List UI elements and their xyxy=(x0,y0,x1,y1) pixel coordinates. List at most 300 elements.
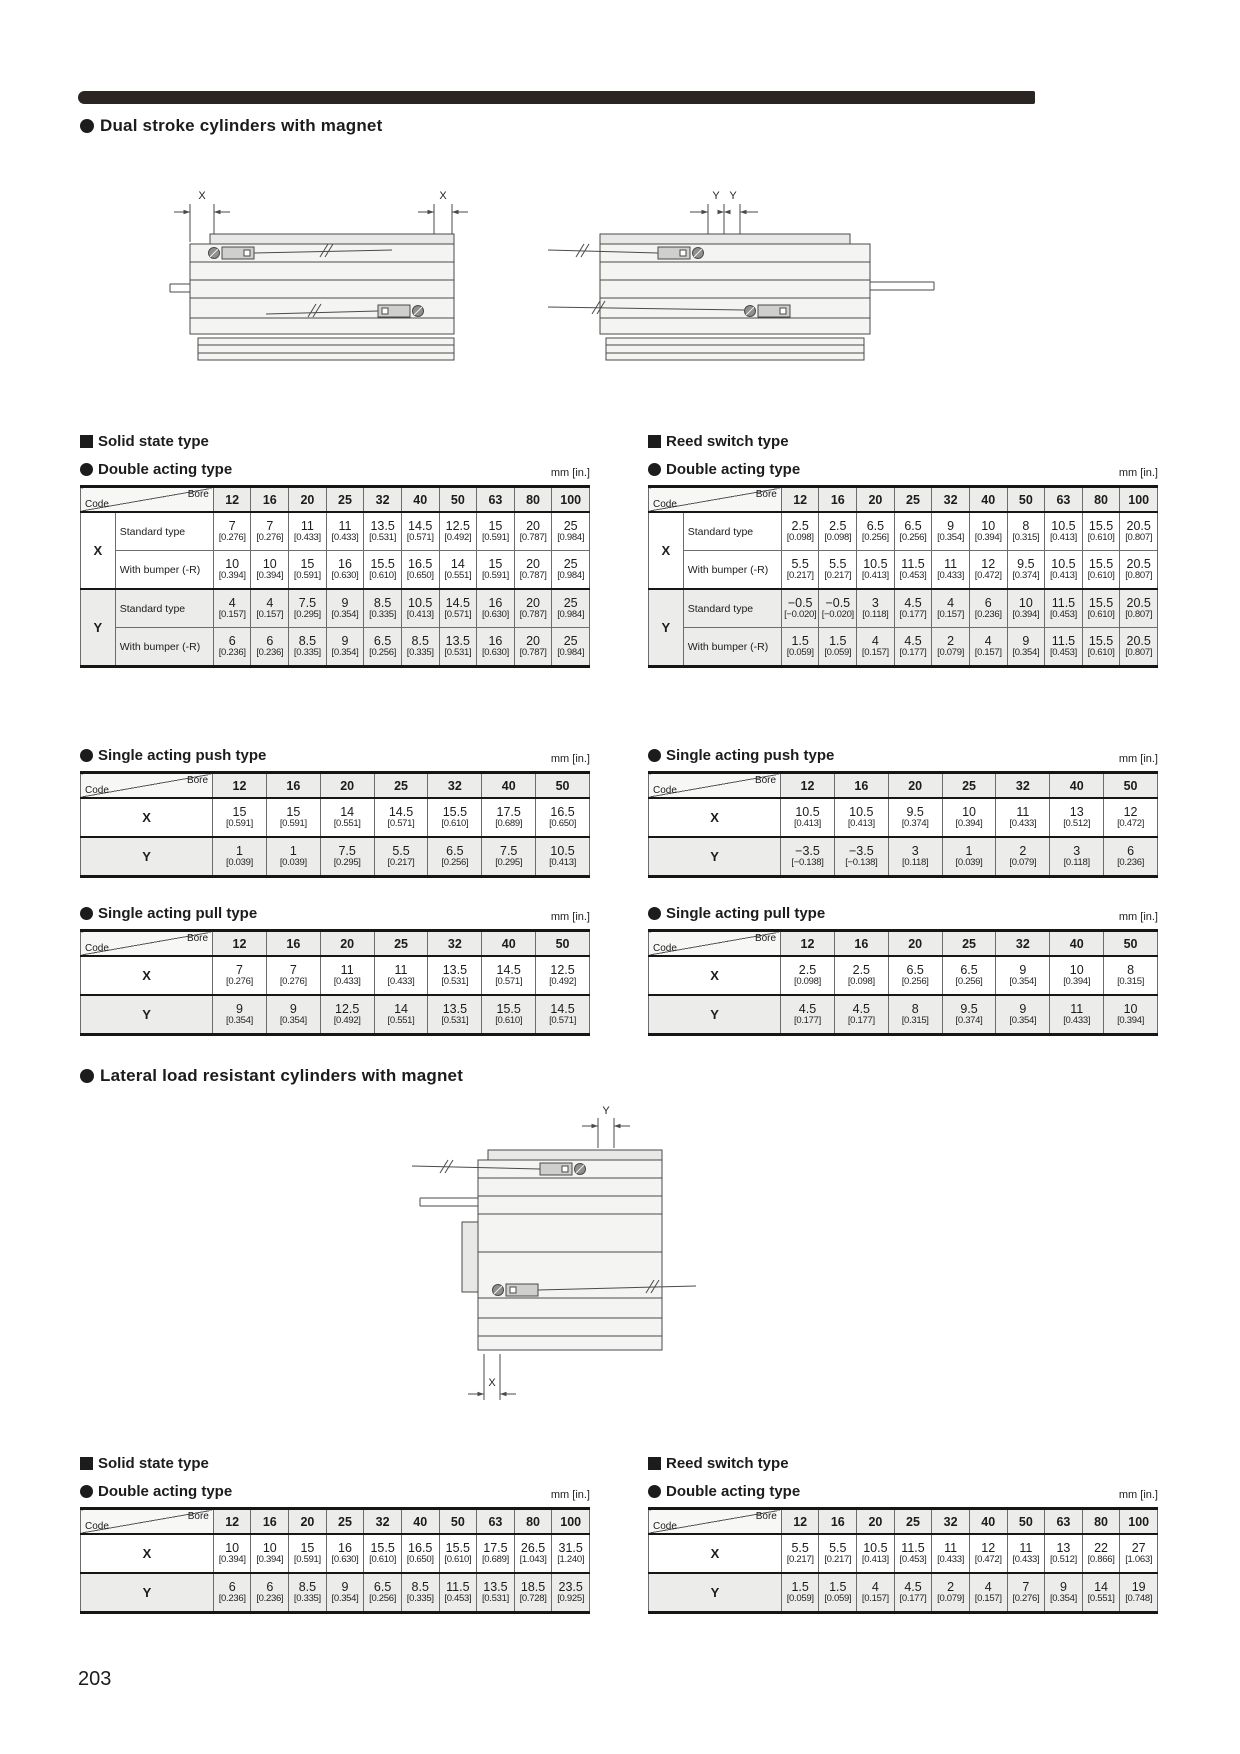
mm-value: 11 xyxy=(1016,804,1030,819)
inch-value: [0.512] xyxy=(1049,1554,1077,1566)
mm-value: 20 xyxy=(526,633,540,648)
value-cell xyxy=(932,628,970,667)
bore-column-header: 16 xyxy=(266,931,320,957)
code-cell: Y xyxy=(81,995,213,1035)
code-cell: Y xyxy=(649,837,781,877)
bore-column-header: 25 xyxy=(374,931,428,957)
mm-value: 15.5 xyxy=(1088,633,1114,648)
value-cell xyxy=(514,589,552,628)
heading-text: Double acting type xyxy=(98,1482,233,1500)
mm-value: 17.5 xyxy=(496,804,521,819)
value-cell xyxy=(942,798,996,837)
mm-value: 10 xyxy=(262,1540,277,1555)
mm-value: 16 xyxy=(338,556,352,571)
mm-value: 5.5 xyxy=(791,556,809,571)
value-cell xyxy=(857,512,895,551)
inch-value: [1.240] xyxy=(557,1554,585,1566)
code-cell: X xyxy=(81,512,116,589)
inch-value: [0.413] xyxy=(406,609,434,621)
inch-value: [0.610] xyxy=(1087,532,1115,544)
mm-value: 7.5 xyxy=(298,595,317,610)
bore-column-header: 12 xyxy=(781,487,819,513)
row-variant-label: Standard type xyxy=(683,512,781,551)
inch-value: [0.217] xyxy=(824,570,852,582)
bore-label: Bore xyxy=(755,489,777,500)
mm-value: 11.5 xyxy=(1051,633,1076,648)
value-cell xyxy=(213,1534,251,1573)
value-cell xyxy=(213,628,251,667)
inch-value: [0.157] xyxy=(937,609,965,621)
value-cell xyxy=(482,956,536,995)
bore-column-header: 100 xyxy=(1120,1509,1158,1535)
data-table xyxy=(648,1507,1158,1614)
value-cell xyxy=(439,1534,477,1573)
mm-value: 15.5 xyxy=(370,1540,395,1555)
bore-column-header: 16 xyxy=(266,773,320,799)
mm-value: 9 xyxy=(341,633,349,648)
inch-value: [0.039] xyxy=(955,857,983,869)
value-cell xyxy=(536,798,590,837)
inch-value: [0.551] xyxy=(444,570,472,582)
bore-label: Bore xyxy=(754,933,777,944)
value-cell xyxy=(482,798,536,837)
square-bullet-icon xyxy=(648,1457,661,1470)
mm-value: 2 xyxy=(947,1579,955,1594)
solid-state-type-heading xyxy=(80,430,590,452)
value-cell xyxy=(213,589,251,628)
value-cell xyxy=(781,1534,819,1573)
inch-value: [0.276] xyxy=(279,976,307,988)
inch-value: [0.354] xyxy=(331,647,359,659)
inch-value: [0.689] xyxy=(481,1554,509,1566)
inch-value: [0.256] xyxy=(369,647,397,659)
inch-value: [−0.020] xyxy=(784,609,817,621)
value-cell xyxy=(213,1573,251,1613)
bore-column-header: 50 xyxy=(536,931,590,957)
inch-value: [0.433] xyxy=(1009,818,1037,830)
value-cell xyxy=(1045,512,1083,551)
bore-column-header: 40 xyxy=(482,931,536,957)
inch-value: [0.610] xyxy=(441,818,469,830)
dual-stroke-right-diagram xyxy=(540,186,940,381)
mm-value: 7 xyxy=(228,518,236,533)
value-cell xyxy=(326,628,364,667)
mm-value: 4.5 xyxy=(904,1579,922,1594)
inch-value: [0.630] xyxy=(331,1554,359,1566)
value-cell xyxy=(251,1534,289,1573)
value-cell xyxy=(857,1573,895,1613)
mm-value: 4.5 xyxy=(904,633,922,648)
inch-value: [−0.020] xyxy=(821,609,854,621)
value-cell xyxy=(1104,956,1158,995)
mm-value: 14 xyxy=(450,556,465,571)
value-cell xyxy=(932,551,970,590)
value-cell xyxy=(781,551,819,590)
inch-value: [0.453] xyxy=(899,570,927,582)
mm-value: 11.5 xyxy=(446,1579,470,1594)
unit-label: mm [in.] xyxy=(1118,753,1158,765)
bore-column-header: 16 xyxy=(834,931,888,957)
inch-value: [0.236] xyxy=(256,647,284,659)
code-bore-corner-cell xyxy=(81,773,213,799)
value-cell xyxy=(320,837,374,877)
code-cell: X xyxy=(649,512,684,589)
value-cell xyxy=(514,1534,552,1573)
mm-value: 15 xyxy=(300,556,315,571)
inch-value: [0.689] xyxy=(495,818,523,830)
bore-column-header: 12 xyxy=(781,773,835,799)
mm-value: 11 xyxy=(1019,1540,1033,1555)
value-cell xyxy=(374,798,428,837)
heading-text: Solid state type xyxy=(98,432,209,450)
mm-value: 2 xyxy=(1019,843,1027,858)
code-label: Code xyxy=(653,785,677,796)
inch-value: [0.335] xyxy=(369,609,397,621)
value-cell xyxy=(326,512,364,551)
inch-value: [0.433] xyxy=(937,570,965,582)
mm-value: 10 xyxy=(225,1540,240,1555)
bore-column-header: 63 xyxy=(1045,487,1083,513)
mm-value: 10 xyxy=(262,556,277,571)
inch-value: [0.551] xyxy=(1087,1593,1115,1605)
dual-solid-double-acting-table xyxy=(80,485,590,668)
inch-value: [0.177] xyxy=(899,1593,927,1605)
inch-value: [0.177] xyxy=(847,1015,875,1027)
value-cell xyxy=(289,1534,327,1573)
double-acting-heading xyxy=(80,458,232,480)
reed-switch-type-heading xyxy=(648,430,1158,452)
value-cell xyxy=(428,798,482,837)
inch-value: [1.043] xyxy=(519,1554,547,1566)
value-cell xyxy=(1082,1573,1120,1613)
value-cell xyxy=(364,1534,402,1573)
inch-value: [0.787] xyxy=(519,647,547,659)
mm-value: 15 xyxy=(488,518,503,533)
inch-value: [0.276] xyxy=(1012,1593,1040,1605)
value-cell xyxy=(819,589,857,628)
inch-value: [0.079] xyxy=(937,647,965,659)
mm-value: 2.5 xyxy=(852,962,871,977)
value-cell xyxy=(552,589,590,628)
heading-text: Single acting push type xyxy=(666,746,835,764)
bore-column-header: 63 xyxy=(1045,1509,1083,1535)
bore-column-header: 20 xyxy=(857,487,895,513)
value-cell xyxy=(1007,589,1045,628)
inch-value: [0.157] xyxy=(218,609,246,621)
bore-column-header: 63 xyxy=(477,1509,515,1535)
value-cell xyxy=(401,512,439,551)
value-cell xyxy=(374,956,428,995)
section-title-text: Dual stroke cylinders with magnet xyxy=(100,116,383,135)
value-cell xyxy=(932,512,970,551)
inch-value: [0.059] xyxy=(786,647,814,659)
mm-value: 15.5 xyxy=(445,1540,470,1555)
value-cell xyxy=(401,589,439,628)
heading-text: Double acting type xyxy=(666,1482,801,1500)
value-cell xyxy=(251,628,289,667)
value-cell xyxy=(894,589,932,628)
inch-value: [0.571] xyxy=(495,976,523,988)
dual-solid-pull-block xyxy=(80,902,590,1036)
mm-value: 16 xyxy=(338,1540,352,1555)
code-cell: Y xyxy=(81,837,213,877)
bore-column-header: 40 xyxy=(969,1509,1007,1535)
dim-label-y: Y xyxy=(602,1105,610,1117)
double-acting-heading xyxy=(648,458,800,480)
table-row xyxy=(81,551,590,590)
bore-column-header: 100 xyxy=(552,487,590,513)
value-cell xyxy=(1050,798,1104,837)
value-cell xyxy=(477,512,515,551)
value-cell xyxy=(996,798,1050,837)
mm-value: 15.5 xyxy=(370,556,395,571)
inch-value: [0.512] xyxy=(1063,818,1091,830)
mm-value: 4 xyxy=(947,595,955,610)
mm-value: 31.5 xyxy=(558,1540,583,1555)
value-cell xyxy=(1045,1534,1083,1573)
bore-column-header: 16 xyxy=(819,487,857,513)
inch-value: [0.630] xyxy=(481,609,509,621)
mm-value: 19 xyxy=(1131,1579,1146,1594)
inch-value: [0.807] xyxy=(1125,647,1153,659)
circle-bullet-icon xyxy=(80,463,93,476)
mm-value: 25 xyxy=(563,633,578,648)
lateral-solid-double-acting-table xyxy=(80,1507,590,1614)
mm-value: 20.5 xyxy=(1126,633,1151,648)
mm-value: 15 xyxy=(300,1540,315,1555)
heading-text: Reed switch type xyxy=(666,432,789,450)
inch-value: [0.394] xyxy=(974,532,1002,544)
mm-value: 16.5 xyxy=(550,804,575,819)
value-cell xyxy=(1045,589,1083,628)
table-row xyxy=(649,1534,1158,1573)
bore-column-header: 25 xyxy=(894,1509,932,1535)
circle-bullet-icon xyxy=(648,1485,661,1498)
mm-value: 4 xyxy=(871,633,879,648)
inch-value: [0.571] xyxy=(387,818,415,830)
value-cell xyxy=(969,1534,1007,1573)
mm-value: 11.5 xyxy=(901,556,925,571)
inch-value: [0.787] xyxy=(519,532,547,544)
value-cell xyxy=(439,589,477,628)
page-number: 203 xyxy=(78,1668,112,1690)
inch-value: [0.295] xyxy=(333,857,361,869)
bore-label: Bore xyxy=(187,489,209,500)
mm-value: 2.5 xyxy=(798,962,817,977)
bore-column-header: 12 xyxy=(213,773,267,799)
bore-column-header: 40 xyxy=(1050,931,1104,957)
value-cell xyxy=(781,798,835,837)
inch-value: [0.059] xyxy=(824,1593,852,1605)
bore-label: Bore xyxy=(186,775,209,786)
code-cell: X xyxy=(81,956,213,995)
mm-value: 20.5 xyxy=(1126,518,1151,533)
inch-value: [0.118] xyxy=(1063,857,1090,869)
data-table xyxy=(80,771,590,878)
code-cell: Y xyxy=(81,1573,214,1613)
bore-column-header: 20 xyxy=(320,773,374,799)
mm-value: 11 xyxy=(944,1540,958,1555)
value-cell xyxy=(401,1573,439,1613)
value-cell xyxy=(213,837,267,877)
heading-text: Double acting type xyxy=(666,460,801,478)
code-cell: X xyxy=(649,1534,782,1573)
value-cell xyxy=(514,551,552,590)
code-cell: Y xyxy=(649,589,684,667)
value-cell xyxy=(477,1534,515,1573)
dual-reed-push-table xyxy=(648,771,1158,878)
inch-value: [0.059] xyxy=(786,1593,814,1605)
inch-value: [0.531] xyxy=(481,1593,509,1605)
inch-value: [0.984] xyxy=(557,647,585,659)
mm-value: 12.5 xyxy=(445,518,470,533)
inch-value: [0.394] xyxy=(218,1554,246,1566)
value-cell xyxy=(401,551,439,590)
bore-column-header: 25 xyxy=(326,1509,364,1535)
inch-value: [0.157] xyxy=(974,1593,1002,1605)
mm-value: 13.5 xyxy=(370,518,395,533)
mm-value: 1.5 xyxy=(791,633,809,648)
inch-value: [0.315] xyxy=(1012,532,1040,544)
value-cell xyxy=(781,956,835,995)
value-cell xyxy=(888,956,942,995)
value-cell xyxy=(326,1573,364,1613)
bore-column-header: 50 xyxy=(1104,773,1158,799)
inch-value: [0.610] xyxy=(1087,609,1115,621)
table-row xyxy=(649,628,1158,667)
bore-column-header: 50 xyxy=(1007,487,1045,513)
value-cell xyxy=(1045,551,1083,590)
mm-value: 15 xyxy=(286,804,301,819)
mm-value: 11 xyxy=(338,518,352,533)
bore-column-header: 100 xyxy=(1120,487,1158,513)
inch-value: [0.610] xyxy=(369,1554,397,1566)
bore-column-header: 20 xyxy=(888,773,942,799)
mm-value: −0.5 xyxy=(825,595,851,610)
mm-value: 14 xyxy=(340,804,355,819)
value-cell xyxy=(857,1534,895,1573)
mm-value: 16 xyxy=(488,595,503,610)
mm-value: 4.5 xyxy=(798,1001,817,1016)
mm-value: 7.5 xyxy=(500,843,518,858)
value-cell xyxy=(289,1573,327,1613)
code-cell: X xyxy=(649,956,781,995)
value-cell xyxy=(374,995,428,1035)
mm-value: 10 xyxy=(1123,1001,1138,1016)
inch-value: [0.591] xyxy=(293,570,321,582)
value-cell xyxy=(1050,995,1104,1035)
bore-label: Bore xyxy=(186,933,209,944)
bore-column-header: 12 xyxy=(213,931,267,957)
inch-value: [0.118] xyxy=(902,857,929,869)
inch-value: [0.335] xyxy=(406,647,434,659)
value-cell xyxy=(364,628,402,667)
value-cell xyxy=(834,956,888,995)
inch-value: [0.433] xyxy=(293,532,321,544)
bore-column-header: 16 xyxy=(251,487,289,513)
inch-value: [0.315] xyxy=(901,1015,929,1027)
mm-value: 6.5 xyxy=(960,962,978,977)
value-cell xyxy=(819,512,857,551)
value-cell xyxy=(996,956,1050,995)
mm-value: 3 xyxy=(871,595,879,610)
mm-value: 20.5 xyxy=(1126,595,1151,610)
bore-column-header: 80 xyxy=(1082,1509,1120,1535)
mm-value: 7 xyxy=(289,962,297,977)
value-cell xyxy=(552,1534,590,1573)
inch-value: [0.177] xyxy=(899,609,927,621)
mm-value: 6 xyxy=(228,1579,236,1594)
inch-value: [0.079] xyxy=(937,1593,965,1605)
row-variant-label: Standard type xyxy=(115,589,213,628)
inch-value: [0.079] xyxy=(1009,857,1037,869)
value-cell xyxy=(1082,551,1120,590)
inch-value: [0.394] xyxy=(1012,609,1040,621)
inch-value: [0.098] xyxy=(847,976,875,988)
value-cell xyxy=(213,551,251,590)
value-cell xyxy=(439,512,477,551)
inch-value: [0.059] xyxy=(824,647,852,659)
bore-column-header: 20 xyxy=(857,1509,895,1535)
value-cell xyxy=(477,1573,515,1613)
inch-value: [0.610] xyxy=(369,570,397,582)
value-cell xyxy=(1120,589,1158,628)
inch-value: [0.630] xyxy=(331,570,359,582)
inch-value: [0.276] xyxy=(256,532,284,544)
value-cell xyxy=(439,1573,477,1613)
value-cell xyxy=(1082,589,1120,628)
code-bore-corner-cell xyxy=(81,931,213,957)
bore-column-header: 32 xyxy=(932,1509,970,1535)
value-cell xyxy=(514,628,552,667)
bore-column-header: 12 xyxy=(781,931,835,957)
inch-value: [0.157] xyxy=(974,647,1002,659)
value-cell xyxy=(894,628,932,667)
value-cell xyxy=(857,551,895,590)
mm-value: 9 xyxy=(341,1579,349,1594)
value-cell xyxy=(320,995,374,1035)
mm-value: 12.5 xyxy=(550,962,575,977)
table-row xyxy=(81,995,590,1035)
inch-value: [0.728] xyxy=(519,1593,547,1605)
code-label: Code xyxy=(85,1521,109,1532)
inch-value: [0.610] xyxy=(495,1015,523,1027)
dim-label-x: X xyxy=(488,1377,496,1389)
value-cell xyxy=(969,551,1007,590)
inch-value: [0.984] xyxy=(557,532,585,544)
value-cell xyxy=(1120,1534,1158,1573)
value-cell xyxy=(1045,628,1083,667)
value-cell xyxy=(834,995,888,1035)
mm-value: 6 xyxy=(1127,843,1135,858)
inch-value: [0.413] xyxy=(794,818,821,830)
inch-value: [0.217] xyxy=(824,1554,852,1566)
single-acting-push-heading xyxy=(648,744,834,766)
row-variant-label: With bumper (-R) xyxy=(115,628,213,667)
value-cell xyxy=(857,628,895,667)
mm-value: 11.5 xyxy=(901,1540,925,1555)
mm-value: 6 xyxy=(228,633,236,648)
inch-value: [0.295] xyxy=(293,609,321,621)
table-row xyxy=(649,589,1158,628)
mm-value: 25 xyxy=(563,556,578,571)
data-table xyxy=(80,1507,590,1614)
mm-value: 10.5 xyxy=(408,595,433,610)
bore-column-header: 50 xyxy=(536,773,590,799)
inch-value: [0.591] xyxy=(293,1554,321,1566)
mm-value: 16 xyxy=(488,633,503,648)
inch-value: [0.335] xyxy=(293,1593,321,1605)
